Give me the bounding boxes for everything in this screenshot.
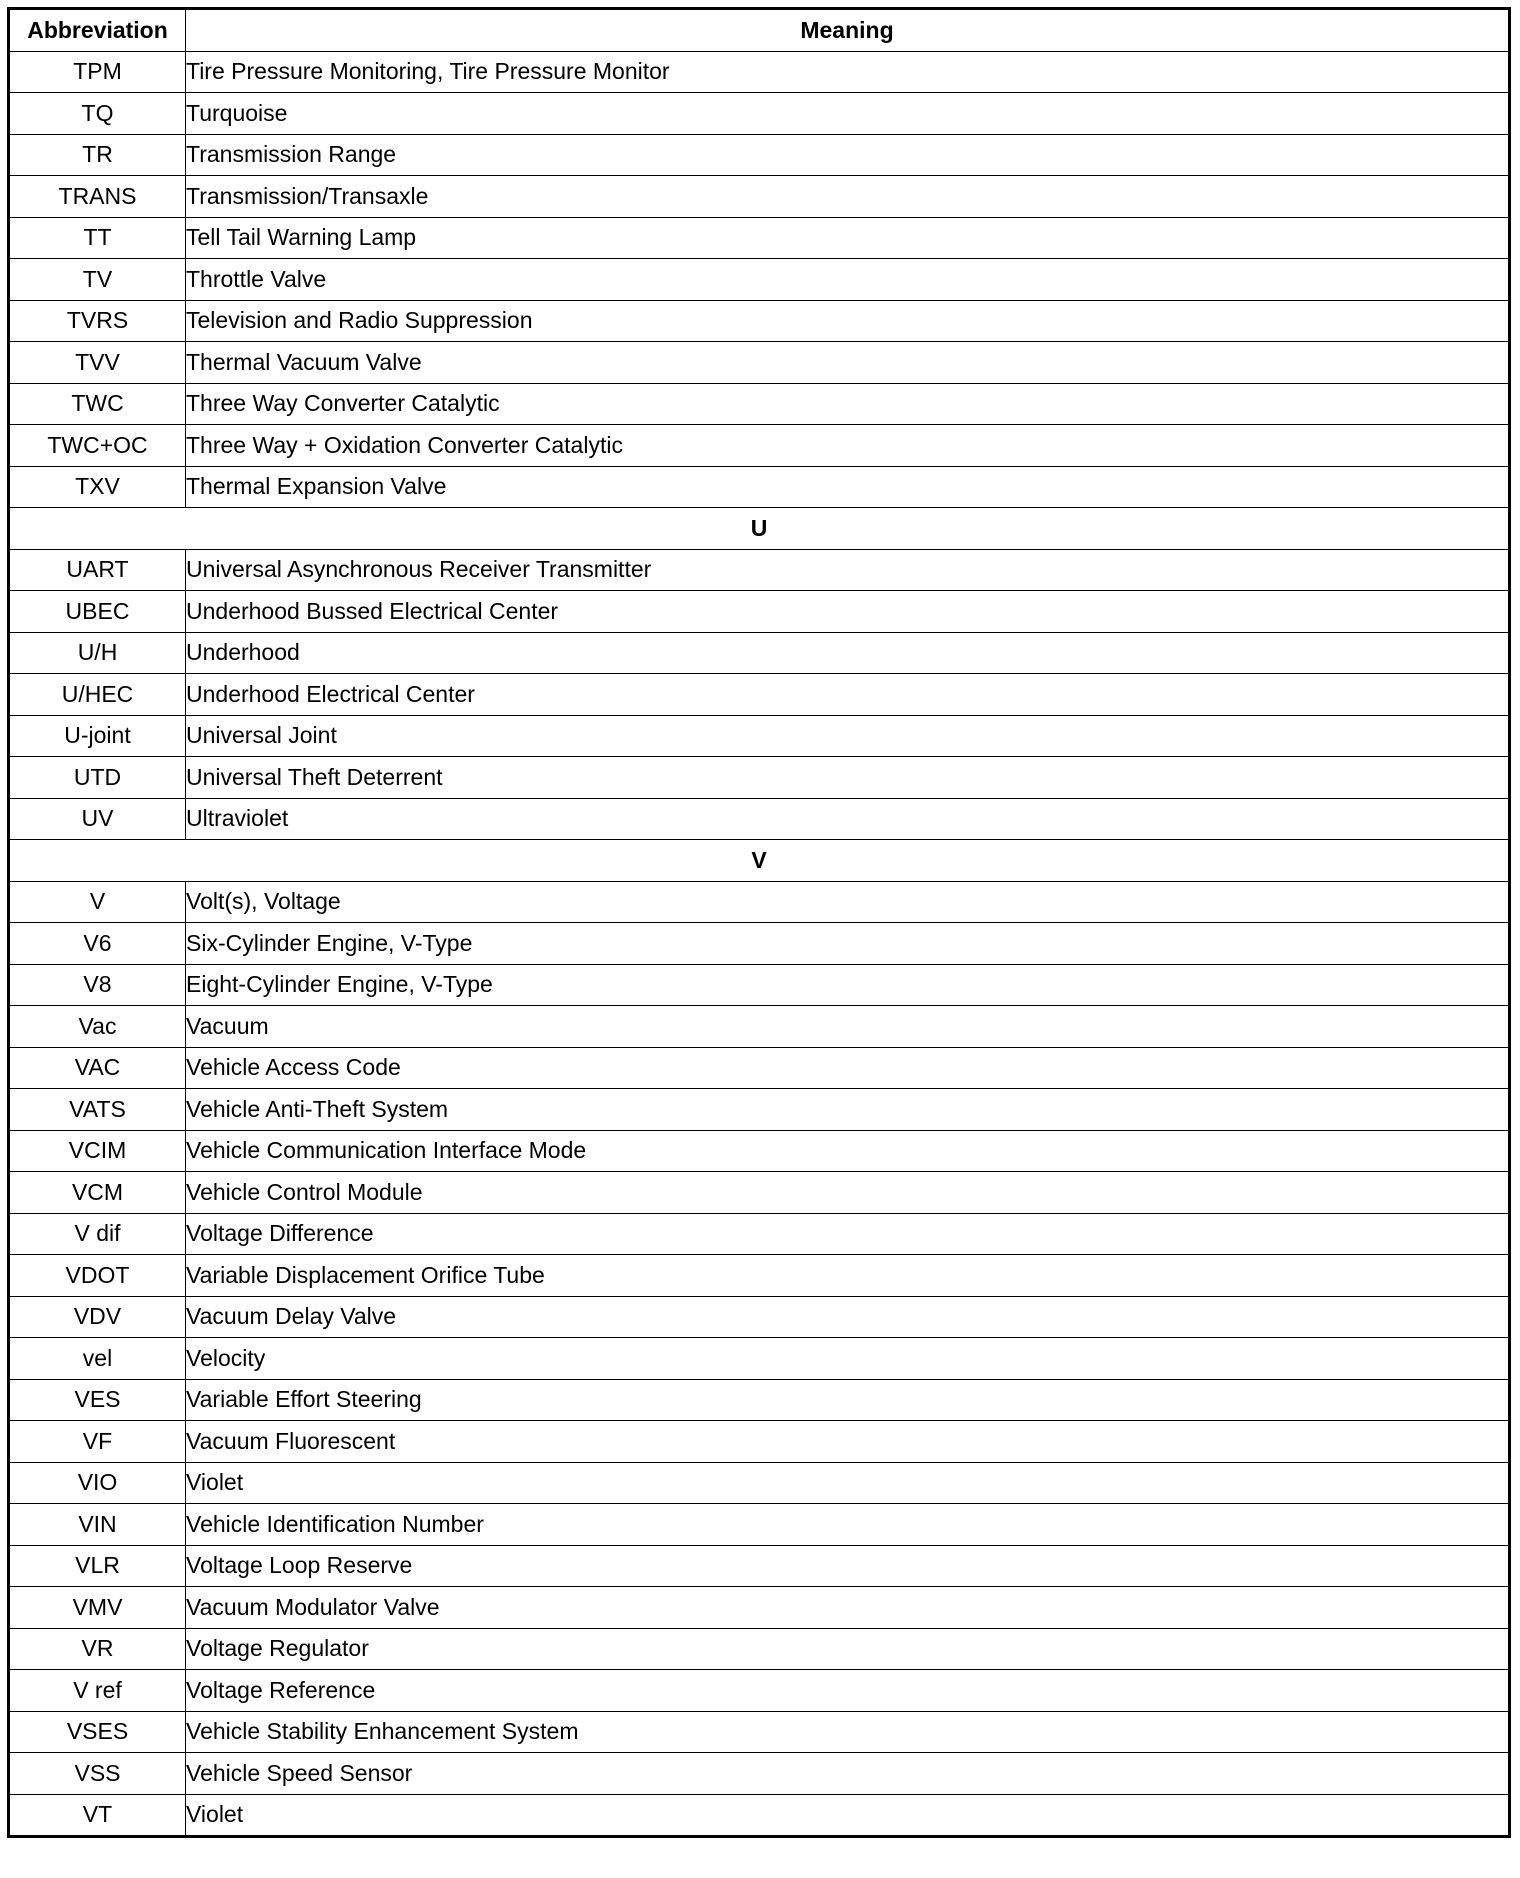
meaning-cell: Variable Displacement Orifice Tube [186,1255,1510,1297]
abbreviation-cell: UBEC [9,591,186,633]
table-row [9,1670,1510,1712]
abbreviation-cell: V [9,881,186,923]
table-row [9,1296,1510,1338]
meaning-cell: Tire Pressure Monitoring, Tire Pressure Monitor [186,51,1510,93]
table-row [9,1753,1510,1795]
abbreviation-cell: TT [9,217,186,259]
abbreviation-cell: V8 [9,964,186,1006]
abbreviation-cell: V dif [9,1213,186,1255]
abbreviation-cell: VIN [9,1504,186,1546]
meaning-cell: Volt(s), Voltage [186,881,1510,923]
table-row [9,964,1510,1006]
abbreviation-cell: VMV [9,1587,186,1629]
table-row [9,383,1510,425]
table-row [9,591,1510,633]
meaning-cell: Turquoise [186,93,1510,135]
meaning-cell: Vehicle Stability Enhancement System [186,1711,1510,1753]
meaning-cell: Vehicle Speed Sensor [186,1753,1510,1795]
abbreviation-cell: Vac [9,1006,186,1048]
table-row [9,1047,1510,1089]
abbreviation-cell: V ref [9,1670,186,1712]
meaning-cell: Three Way Converter Catalytic [186,383,1510,425]
meaning-cell: Tell Tail Warning Lamp [186,217,1510,259]
abbreviation-cell: TWC+OC [9,425,186,467]
table-row [9,1006,1510,1048]
meaning-cell: Transmission Range [186,134,1510,176]
abbreviation-cell: VLR [9,1545,186,1587]
meaning-cell: Vacuum Fluorescent [186,1421,1510,1463]
abbreviation-cell: TV [9,259,186,301]
table-row [9,674,1510,716]
table-row [9,466,1510,508]
abbreviation-cell: VES [9,1379,186,1421]
abbreviation-cell: VIO [9,1462,186,1504]
abbreviation-cell: VAC [9,1047,186,1089]
meaning-column-header: Meaning [186,9,1510,52]
table-row [9,1545,1510,1587]
meaning-cell: Transmission/Transaxle [186,176,1510,218]
meaning-cell: Thermal Vacuum Valve [186,342,1510,384]
table-row [9,259,1510,301]
abbreviation-cell: TVV [9,342,186,384]
abbreviation-cell: TQ [9,93,186,135]
table-row [9,1172,1510,1214]
abbreviation-cell: TVRS [9,300,186,342]
header-row [9,9,1510,52]
meaning-cell: Three Way + Oxidation Converter Catalytic [186,425,1510,467]
meaning-cell: Vacuum [186,1006,1510,1048]
meaning-cell: Universal Joint [186,715,1510,757]
table-row [9,757,1510,799]
table-row [9,1504,1510,1546]
meaning-cell: Eight-Cylinder Engine, V-Type [186,964,1510,1006]
section-letter: V [9,840,1510,882]
abbreviation-cell: TXV [9,466,186,508]
meaning-cell: Variable Effort Steering [186,1379,1510,1421]
abbreviation-cell: VDOT [9,1255,186,1297]
meaning-cell: Universal Theft Deterrent [186,757,1510,799]
abbreviation-cell: VT [9,1794,186,1837]
meaning-cell: Vehicle Identification Number [186,1504,1510,1546]
section-row [9,508,1510,550]
table-row [9,1421,1510,1463]
table-row [9,176,1510,218]
meaning-cell: Voltage Reference [186,1670,1510,1712]
table-row [9,134,1510,176]
abbreviation-cell: U-joint [9,715,186,757]
table-header [9,9,1510,52]
meaning-cell: Vehicle Anti-Theft System [186,1089,1510,1131]
table-row [9,923,1510,965]
meaning-cell: Vehicle Control Module [186,1172,1510,1214]
abbreviation-cell: VDV [9,1296,186,1338]
meaning-cell: Vehicle Communication Interface Mode [186,1130,1510,1172]
table-row [9,1089,1510,1131]
meaning-cell: Throttle Valve [186,259,1510,301]
table-row [9,1213,1510,1255]
abbreviation-cell: U/HEC [9,674,186,716]
abbreviation-cell: VSES [9,1711,186,1753]
meaning-cell: Underhood [186,632,1510,674]
abbreviation-cell: TRANS [9,176,186,218]
meaning-cell: Vacuum Delay Valve [186,1296,1510,1338]
abbreviation-cell: UART [9,549,186,591]
table-row [9,1130,1510,1172]
table-row [9,1711,1510,1753]
table-row [9,1255,1510,1297]
table-row [9,1338,1510,1380]
table-row [9,1462,1510,1504]
meaning-cell: Velocity [186,1338,1510,1380]
abbreviation-cell: VR [9,1628,186,1670]
abbreviation-cell: UV [9,798,186,840]
abbreviation-cell: TPM [9,51,186,93]
meaning-cell: Ultraviolet [186,798,1510,840]
table-row [9,425,1510,467]
table-row [9,93,1510,135]
table-row [9,342,1510,384]
table-row [9,549,1510,591]
meaning-cell: Voltage Difference [186,1213,1510,1255]
table-row [9,1587,1510,1629]
meaning-cell: Thermal Expansion Valve [186,466,1510,508]
table-row [9,715,1510,757]
abbreviation-column-header: Abbreviation [9,9,186,52]
table-body [9,51,1510,1837]
meaning-cell: Television and Radio Suppression [186,300,1510,342]
section-row [9,840,1510,882]
abbreviation-cell: VF [9,1421,186,1463]
abbreviation-cell: vel [9,1338,186,1380]
abbreviation-cell: VCIM [9,1130,186,1172]
meaning-cell: Violet [186,1462,1510,1504]
abbreviation-cell: VCM [9,1172,186,1214]
abbreviation-cell: TR [9,134,186,176]
table-row [9,1794,1510,1837]
abbreviation-cell: U/H [9,632,186,674]
table-row [9,798,1510,840]
meaning-cell: Vehicle Access Code [186,1047,1510,1089]
abbreviation-cell: UTD [9,757,186,799]
abbreviation-table [7,7,1511,1838]
table-row [9,1628,1510,1670]
meaning-cell: Underhood Electrical Center [186,674,1510,716]
meaning-cell: Six-Cylinder Engine, V-Type [186,923,1510,965]
table-row [9,881,1510,923]
table-row [9,300,1510,342]
section-letter: U [9,508,1510,550]
meaning-cell: Underhood Bussed Electrical Center [186,591,1510,633]
abbreviation-cell: VSS [9,1753,186,1795]
abbreviation-cell: TWC [9,383,186,425]
table-row [9,51,1510,93]
table-row [9,1379,1510,1421]
table-row [9,217,1510,259]
meaning-cell: Vacuum Modulator Valve [186,1587,1510,1629]
table-row [9,632,1510,674]
meaning-cell: Universal Asynchronous Receiver Transmitter [186,549,1510,591]
meaning-cell: Voltage Loop Reserve [186,1545,1510,1587]
abbreviation-cell: V6 [9,923,186,965]
meaning-cell: Violet [186,1794,1510,1837]
abbreviation-cell: VATS [9,1089,186,1131]
meaning-cell: Voltage Regulator [186,1628,1510,1670]
